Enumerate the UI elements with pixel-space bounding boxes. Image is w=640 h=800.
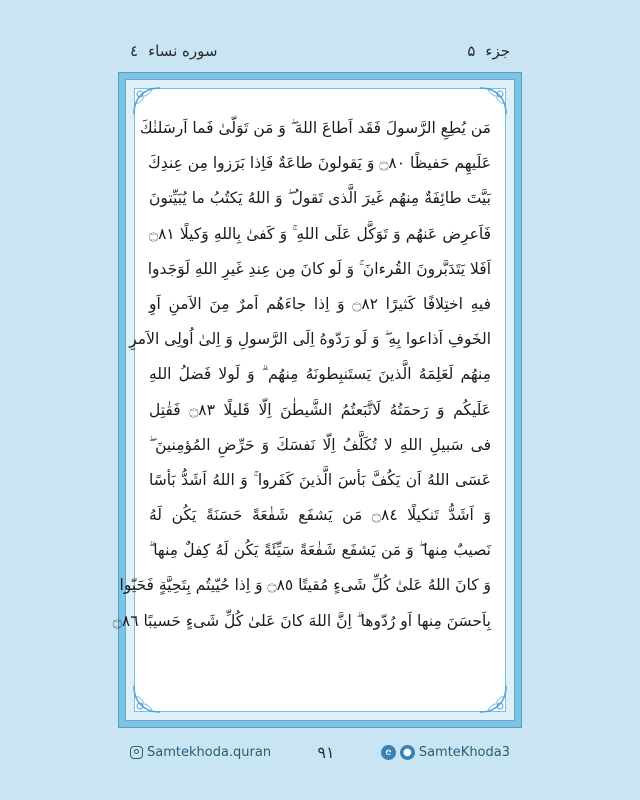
page-header (130, 40, 510, 62)
instagram-credit[interactable] (130, 745, 271, 760)
corner-ornament-icon (478, 684, 508, 714)
eitaa-credit[interactable] (381, 745, 510, 760)
channel-icon: ● (400, 745, 415, 760)
page-footer (130, 742, 510, 762)
instagram-icon (130, 746, 143, 759)
verse-line: عَلَيهِم حَفيظًا ۝٨٠ وَ يَقولونَ طاعَةٌ فَاِذا بَرَزوا مِن عِندِكَ (148, 154, 491, 173)
corner-ornament-icon (132, 684, 162, 714)
verse-line: عَسَى اللهُ اَن يَكُفَّ بَأسَ الَّذينَ كَفَروا ۚ وَ اللهُ اَشَدُّ بَأسًا (149, 470, 491, 489)
verse-line: مَن يُطِعِ الرَّسولَ فَقَد اَطاعَ اللهَ ۖ وَ مَن تَوَلّىٰ فَما اَرسَلنٰكَ (139, 119, 491, 137)
verse-line: فَاَعرِض عَنهُم وَ تَوَكَّل عَلَى اللهِ ۚ وَ كَفىٰ بِاللهِ وَكيلًا ۝٨١ (149, 224, 491, 243)
verse-line: فيهِ اختِلافًا كَثيرًا ۝٨٢ وَ اِذا جاءَهُم اَمرٌ مِنَ الاَمنِ اَوِ (149, 294, 492, 313)
verse-line: بَيَّتَ طائِفَةٌ مِنهُم غَيرَ الَّذى تَقولُ ۖ وَ اللهُ يَكتُبُ ما يُبَيِّتونَ (149, 189, 491, 208)
page-frame (112, 72, 522, 728)
quran-page (112, 88, 506, 712)
surah-label: سوره نساء (148, 42, 218, 60)
frame-inner-border (112, 79, 515, 721)
instagram-handle: Samtekhoda.quran (147, 744, 272, 760)
verse-line: فى سَبيلِ اللهِ لا تُكَلَّفُ اِلّا نَفسَكَ وَ حَرِّضِ المُؤمِنينَ ۖ (149, 435, 491, 454)
eitaa-handle: SamteKhoda3 (418, 744, 510, 760)
verse-line: اَفَلا يَتَدَبَّرونَ القُرءانَ ۚ وَ لَو كانَ مِن عِندِ غَيرِ اللهِ لَوَجَدوا (147, 259, 491, 278)
verse-line: وَ كانَ اللهُ عَلىٰ كُلِّ شَىءٍ مُقيتًا ۝٨٥ وَ اِذا حُيّيتُم بِتَحِيَّةٍ فَحَيّوا (119, 576, 491, 595)
verse-line: وَ اَشَدُّ تَنكيلًا ۝٨٤ مَن يَشفَع شَفٰعَةً حَسَنَةً يَكُن لَهُ (149, 506, 491, 525)
juz-label: جزء (485, 42, 510, 60)
verse-line: بِاَحسَنَ مِنها اَو رُدّوها ۗ اِنَّ اللهَ كانَ عَلىٰ كُلِّ شَىءٍ حَسيبًا ۝٨٦ (112, 611, 491, 630)
juz-number: ۵ (467, 42, 476, 60)
verse-line: الخَوفِ اَذاعوا بِهِ ۖ وَ لَو رَدّوهُ اِلَى الرَّسولِ وَ اِلىٰ اُولِى الاَمرِ (129, 330, 491, 349)
eitaa-icon: e (381, 745, 396, 760)
verse-line: مِنهُم لَعَلِمَهُ الَّذينَ يَستَنبِطونَهُ مِنهُم ۗ وَ لَولا فَضلُ اللهِ (149, 365, 491, 384)
page-number: ۹۱ (317, 742, 335, 762)
verse-lines (112, 111, 492, 639)
surah-indicator (130, 42, 217, 60)
surah-number: ٤ (130, 42, 139, 60)
verse-line: عَلَيكُم وَ رَحمَتُهُ لَاتَّبَعتُمُ الشَّيطٰنَ اِلّا قَليلًا ۝٨٣ فَقٰتِل (149, 400, 492, 419)
verse-line: نَصيبٌ مِنها ۖ وَ مَن يَشفَع شَفٰعَةً سَيِّئَةً يَكُن لَهُ كِفلٌ مِنها ۗ (149, 541, 491, 560)
juz-indicator (467, 42, 510, 60)
